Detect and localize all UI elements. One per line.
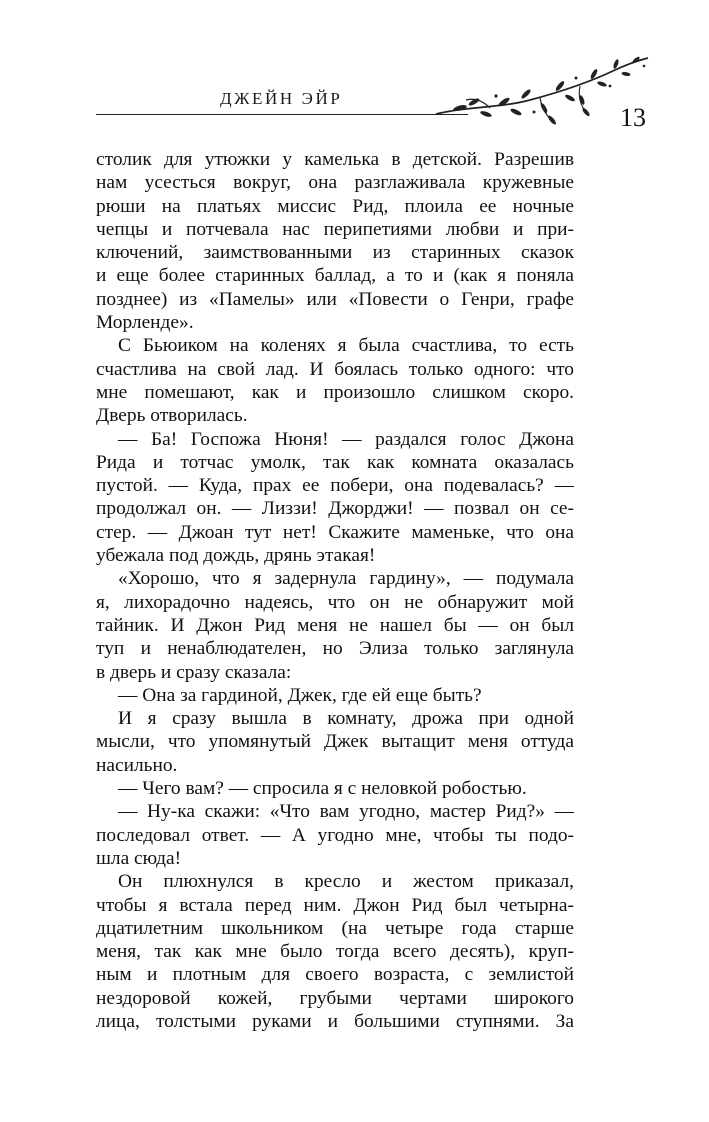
text-line: Морленде». (96, 312, 194, 334)
text-line: «Хорошо, что я задернула гардину», — подумала (118, 568, 574, 590)
text-line: нездоровой кожей, грубыми чертами широкого (96, 987, 574, 1009)
text-line: счастлива на свой лад. И боялась только одного: что (96, 358, 574, 380)
text-line: тайник. И Джон Рид меня не нашел бы — он был (96, 614, 574, 636)
text-line: — Ба! Госпожа Нюня! — раздался голос Джона (118, 428, 574, 450)
text-line: столик для утюжки у камелька в детской. Разрешив (96, 149, 574, 170)
text-line: я, лихорадочно надеясь, что он не обнаружит мой (96, 591, 574, 613)
text-line: в дверь и сразу сказала: (96, 661, 292, 683)
floral-sprig-ornament (430, 56, 652, 132)
text-line: — Чего вам? — спросила я с неловкой робостью. (118, 778, 527, 800)
text-line: продолжал он. — Лиззи! Джорджи! — позвал он се- (96, 498, 574, 520)
text-line: С Бьюиком на коленях я была счастлива, то есть (118, 335, 574, 357)
text-line: пустой. — Куда, прах ее побери, она подевалась? — (96, 475, 574, 497)
text-line: — Она за гардиной, Джек, где ей еще быть? (118, 684, 482, 706)
text-line: последовал ответ. — А угодно мне, чтобы ты подо- (96, 824, 574, 846)
text-line: позднее) из «Памелы» или «Повести о Генри, графе (96, 288, 574, 310)
body-text (96, 148, 574, 1033)
text-line: и еще более старинных баллад, а то и (как я поняла (96, 265, 574, 287)
text-line: Рида и тотчас умолк, так как комната оказалась (96, 451, 574, 473)
text-line: мне помешают, как и произошло слишком скоро. (96, 381, 574, 403)
text-line: чтобы я встала перед ним. Джон Рид был четырна- (96, 894, 574, 916)
header-rule (96, 114, 468, 115)
text-line: стер. — Джоан тут нет! Скажите маменьке, что она (96, 521, 574, 543)
text-line: убежала под дождь, дрянь этакая! (96, 545, 376, 567)
text-line: меня, так как мне было тогда всего десять), круп- (96, 941, 574, 963)
text-line: И я сразу вышла в комнату, дрожа при одной (118, 708, 574, 730)
text-line: нам усесться вокруг, она разглаживала кружевные (96, 172, 574, 194)
text-line: ным и плотным для своего возраста, с землистой (96, 964, 574, 986)
text-line: шла сюда! (96, 847, 182, 869)
page-header (0, 0, 709, 140)
text-line: рюши на платьях миссис Рид, плоила ее ночные (96, 195, 574, 217)
text-line: ключений, заимствованными из старинных сказок (96, 242, 574, 264)
text-line: чепцы и потчевала нас перипетиями любви и при- (96, 218, 574, 240)
text-line: мысли, что упомянутый Джек вытащит меня оттуда (96, 731, 574, 753)
text-line: лица, толстыми руками и большими ступнями. За (96, 1010, 574, 1032)
text-line: дцатилетним школьником (на четыре года старше (96, 917, 574, 939)
text-line: туп и ненаблюдателен, но Элиза только заглянула (96, 638, 574, 660)
page-number: 13 (620, 103, 646, 132)
text-line: насильно. (96, 754, 178, 776)
text-line: — Ну-ка скажи: «Что вам угодно, мастер Рид?» — (118, 801, 574, 823)
text-line: Он плюхнулся в кресло и жестом приказал, (118, 871, 574, 893)
text-line: Дверь отворилась. (96, 405, 248, 427)
running-title: ДЖЕЙН ЭЙР (220, 89, 343, 108)
